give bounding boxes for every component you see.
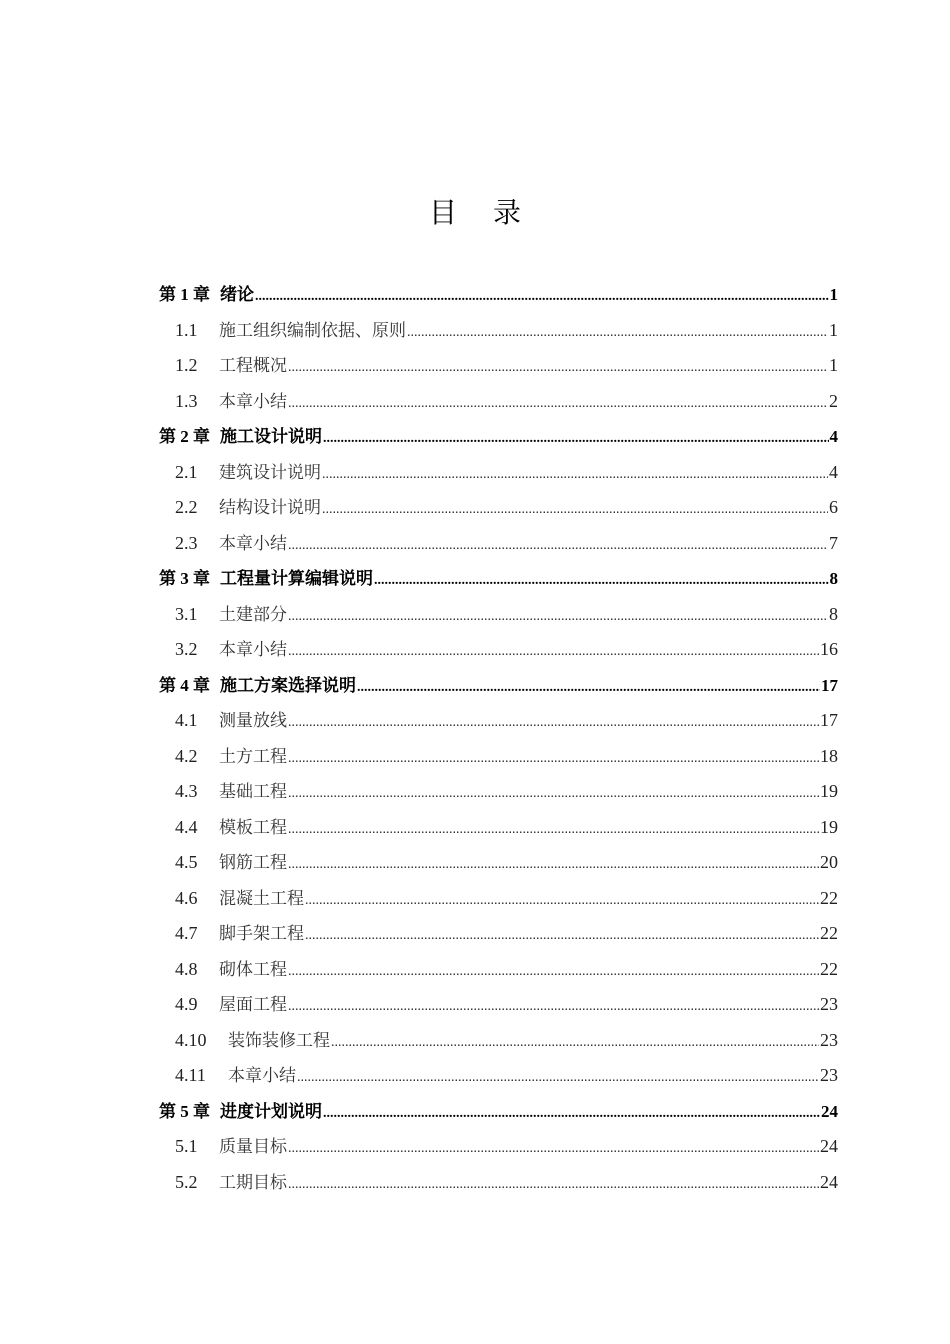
toc-page-number: 22 [820,958,838,979]
toc-entry-number: 第 2 章 [159,427,210,446]
toc-entry-number: 1.1 [175,319,198,340]
toc-entry-title: 钢筋工程 [219,853,287,873]
toc-section-entry[interactable] [159,881,838,917]
toc-dot-leader [322,457,828,491]
toc-chapter-entry[interactable] [159,419,838,455]
table-of-contents [159,277,838,1200]
toc-page-number: 8 [829,603,838,624]
toc-entry-number: 4.6 [175,887,198,908]
toc-section-entry[interactable] [159,916,838,952]
toc-entry-number: 4.10 [175,1029,207,1050]
toc-section-entry[interactable] [159,526,838,562]
toc-page-number: 1 [829,355,838,375]
toc-page-number: 19 [820,816,838,837]
toc-section-entry[interactable] [159,1058,838,1094]
toc-page-number: 4 [829,461,838,482]
toc-section-entry[interactable] [159,348,838,384]
toc-entry-title: 土建部分 [219,604,287,625]
toc-section-entry[interactable] [159,632,838,668]
toc-entry-number: 4.2 [175,745,198,766]
toc-entry-title: 工程量计算编辑说明 [220,569,373,589]
toc-dot-leader [255,279,829,313]
toc-dot-leader [305,918,819,952]
toc-entry-title: 绪论 [220,285,254,305]
toc-dot-leader [357,670,820,704]
toc-entry-number: 3.2 [175,639,198,659]
toc-dot-leader [288,812,819,846]
toc-entry-title: 基础工程 [219,782,287,802]
toc-entry-title: 进度计划说明 [220,1101,322,1122]
toc-page-number: 23 [820,994,838,1014]
toc-entry-title: 模板工程 [219,817,287,838]
toc-page-number: 19 [820,781,838,801]
toc-page-number: 23 [820,1029,838,1050]
toc-page-number: 7 [829,532,838,553]
toc-entry-title: 工程概况 [219,356,287,376]
toc-entry-number: 4.11 [175,1065,206,1085]
toc-entry-title: 施工设计说明 [220,427,322,447]
toc-entry-number: 2.1 [175,461,198,482]
toc-entry-title: 混凝土工程 [219,888,304,909]
toc-entry-title: 工期目标 [219,1172,287,1193]
toc-section-entry[interactable] [159,313,838,349]
toc-section-entry[interactable] [159,845,838,881]
toc-entry-number: 2.2 [175,497,198,517]
toc-section-entry[interactable] [159,810,838,846]
toc-entry-title: 测量放线 [219,711,287,731]
toc-entry-number: 3.1 [175,603,198,624]
toc-section-entry[interactable] [159,739,838,775]
toc-dot-leader [322,492,828,526]
toc-entry-number: 4.5 [175,852,198,872]
toc-entry-number: 4.8 [175,958,198,979]
toc-page-number: 24 [820,1136,838,1156]
toc-dot-leader [288,954,819,988]
toc-entry-title: 结构设计说明 [219,498,321,518]
toc-entry-title: 建筑设计说明 [219,462,321,483]
toc-section-entry[interactable] [159,703,838,739]
toc-entry-title: 本章小结 [219,533,287,554]
toc-page-number: 23 [820,1065,838,1085]
toc-dot-leader [288,847,819,881]
toc-chapter-entry[interactable] [159,668,838,704]
toc-entry-number: 第 3 章 [159,569,210,588]
toc-page-number: 24 [820,1171,838,1192]
toc-section-entry[interactable] [159,1165,838,1201]
toc-page-number: 4 [829,427,838,446]
toc-page-number: 2 [829,390,838,411]
toc-entry-title: 脚手架工程 [219,924,304,944]
toc-page-number: 22 [820,887,838,908]
toc-dot-leader [288,705,819,739]
toc-entry-title: 施工组织编制依据、原则 [219,320,406,341]
page-title: 目录 [428,196,557,229]
toc-page-number: 6 [829,497,838,517]
toc-section-entry[interactable] [159,1129,838,1165]
toc-entry-title: 装饰装修工程 [228,1030,330,1051]
toc-page-number: 18 [820,745,838,766]
toc-section-entry[interactable] [159,952,838,988]
toc-page-number: 20 [820,852,838,872]
toc-dot-leader [323,421,829,455]
toc-entry-number: 4.7 [175,923,198,943]
toc-entry-number: 4.1 [175,710,198,730]
toc-dot-leader [288,350,828,384]
toc-section-entry[interactable] [159,597,838,633]
toc-entry-title: 质量目标 [219,1137,287,1157]
toc-dot-leader [288,776,819,810]
toc-dot-leader [288,1131,819,1165]
toc-dot-leader [288,634,819,668]
toc-chapter-entry[interactable] [159,561,838,597]
toc-page-number: 8 [829,569,838,588]
toc-section-entry[interactable] [159,455,838,491]
toc-entry-number: 2.3 [175,532,198,553]
toc-dot-leader [288,989,819,1023]
toc-dot-leader [288,1167,819,1201]
toc-entry-number: 5.1 [175,1136,198,1156]
toc-section-entry[interactable] [159,1023,838,1059]
toc-entry-number: 1.2 [175,355,198,375]
toc-section-entry[interactable] [159,987,838,1023]
toc-dot-leader [297,1060,819,1094]
toc-dot-leader [288,599,828,633]
toc-dot-leader [331,1025,819,1059]
toc-dot-leader [374,563,829,597]
toc-page-number: 24 [821,1101,838,1121]
toc-page-number: 17 [821,675,838,695]
toc-dot-leader [288,741,819,775]
toc-section-entry[interactable] [159,490,838,526]
toc-page-number: 1 [829,319,838,340]
toc-entry-number: 第 4 章 [159,675,210,695]
toc-section-entry[interactable] [159,774,838,810]
toc-dot-leader [288,528,828,562]
toc-entry-number: 4.9 [175,994,198,1014]
toc-entry-title: 土方工程 [219,746,287,767]
toc-page-number: 16 [820,639,838,659]
toc-page-number: 1 [829,285,838,304]
toc-entry-number: 4.3 [175,781,198,801]
toc-chapter-entry[interactable] [159,277,838,313]
toc-section-entry[interactable] [159,384,838,420]
toc-entry-title: 本章小结 [219,391,287,412]
toc-entry-title: 本章小结 [219,640,287,660]
toc-entry-title: 砌体工程 [219,959,287,980]
toc-dot-leader [323,1096,820,1130]
toc-entry-number: 1.3 [175,390,198,411]
toc-entry-number: 5.2 [175,1171,198,1192]
toc-entry-title: 本章小结 [228,1066,296,1086]
toc-entry-title: 施工方案选择说明 [220,675,356,696]
toc-dot-leader [305,883,819,917]
toc-page-number: 17 [820,710,838,730]
toc-entry-number: 第 5 章 [159,1101,210,1121]
toc-chapter-entry[interactable] [159,1094,838,1130]
toc-page-number: 22 [820,923,838,943]
toc-entry-number: 4.4 [175,816,198,837]
toc-entry-title: 屋面工程 [219,995,287,1015]
toc-dot-leader [288,386,828,420]
toc-entry-number: 第 1 章 [159,285,210,304]
toc-dot-leader [407,315,828,349]
